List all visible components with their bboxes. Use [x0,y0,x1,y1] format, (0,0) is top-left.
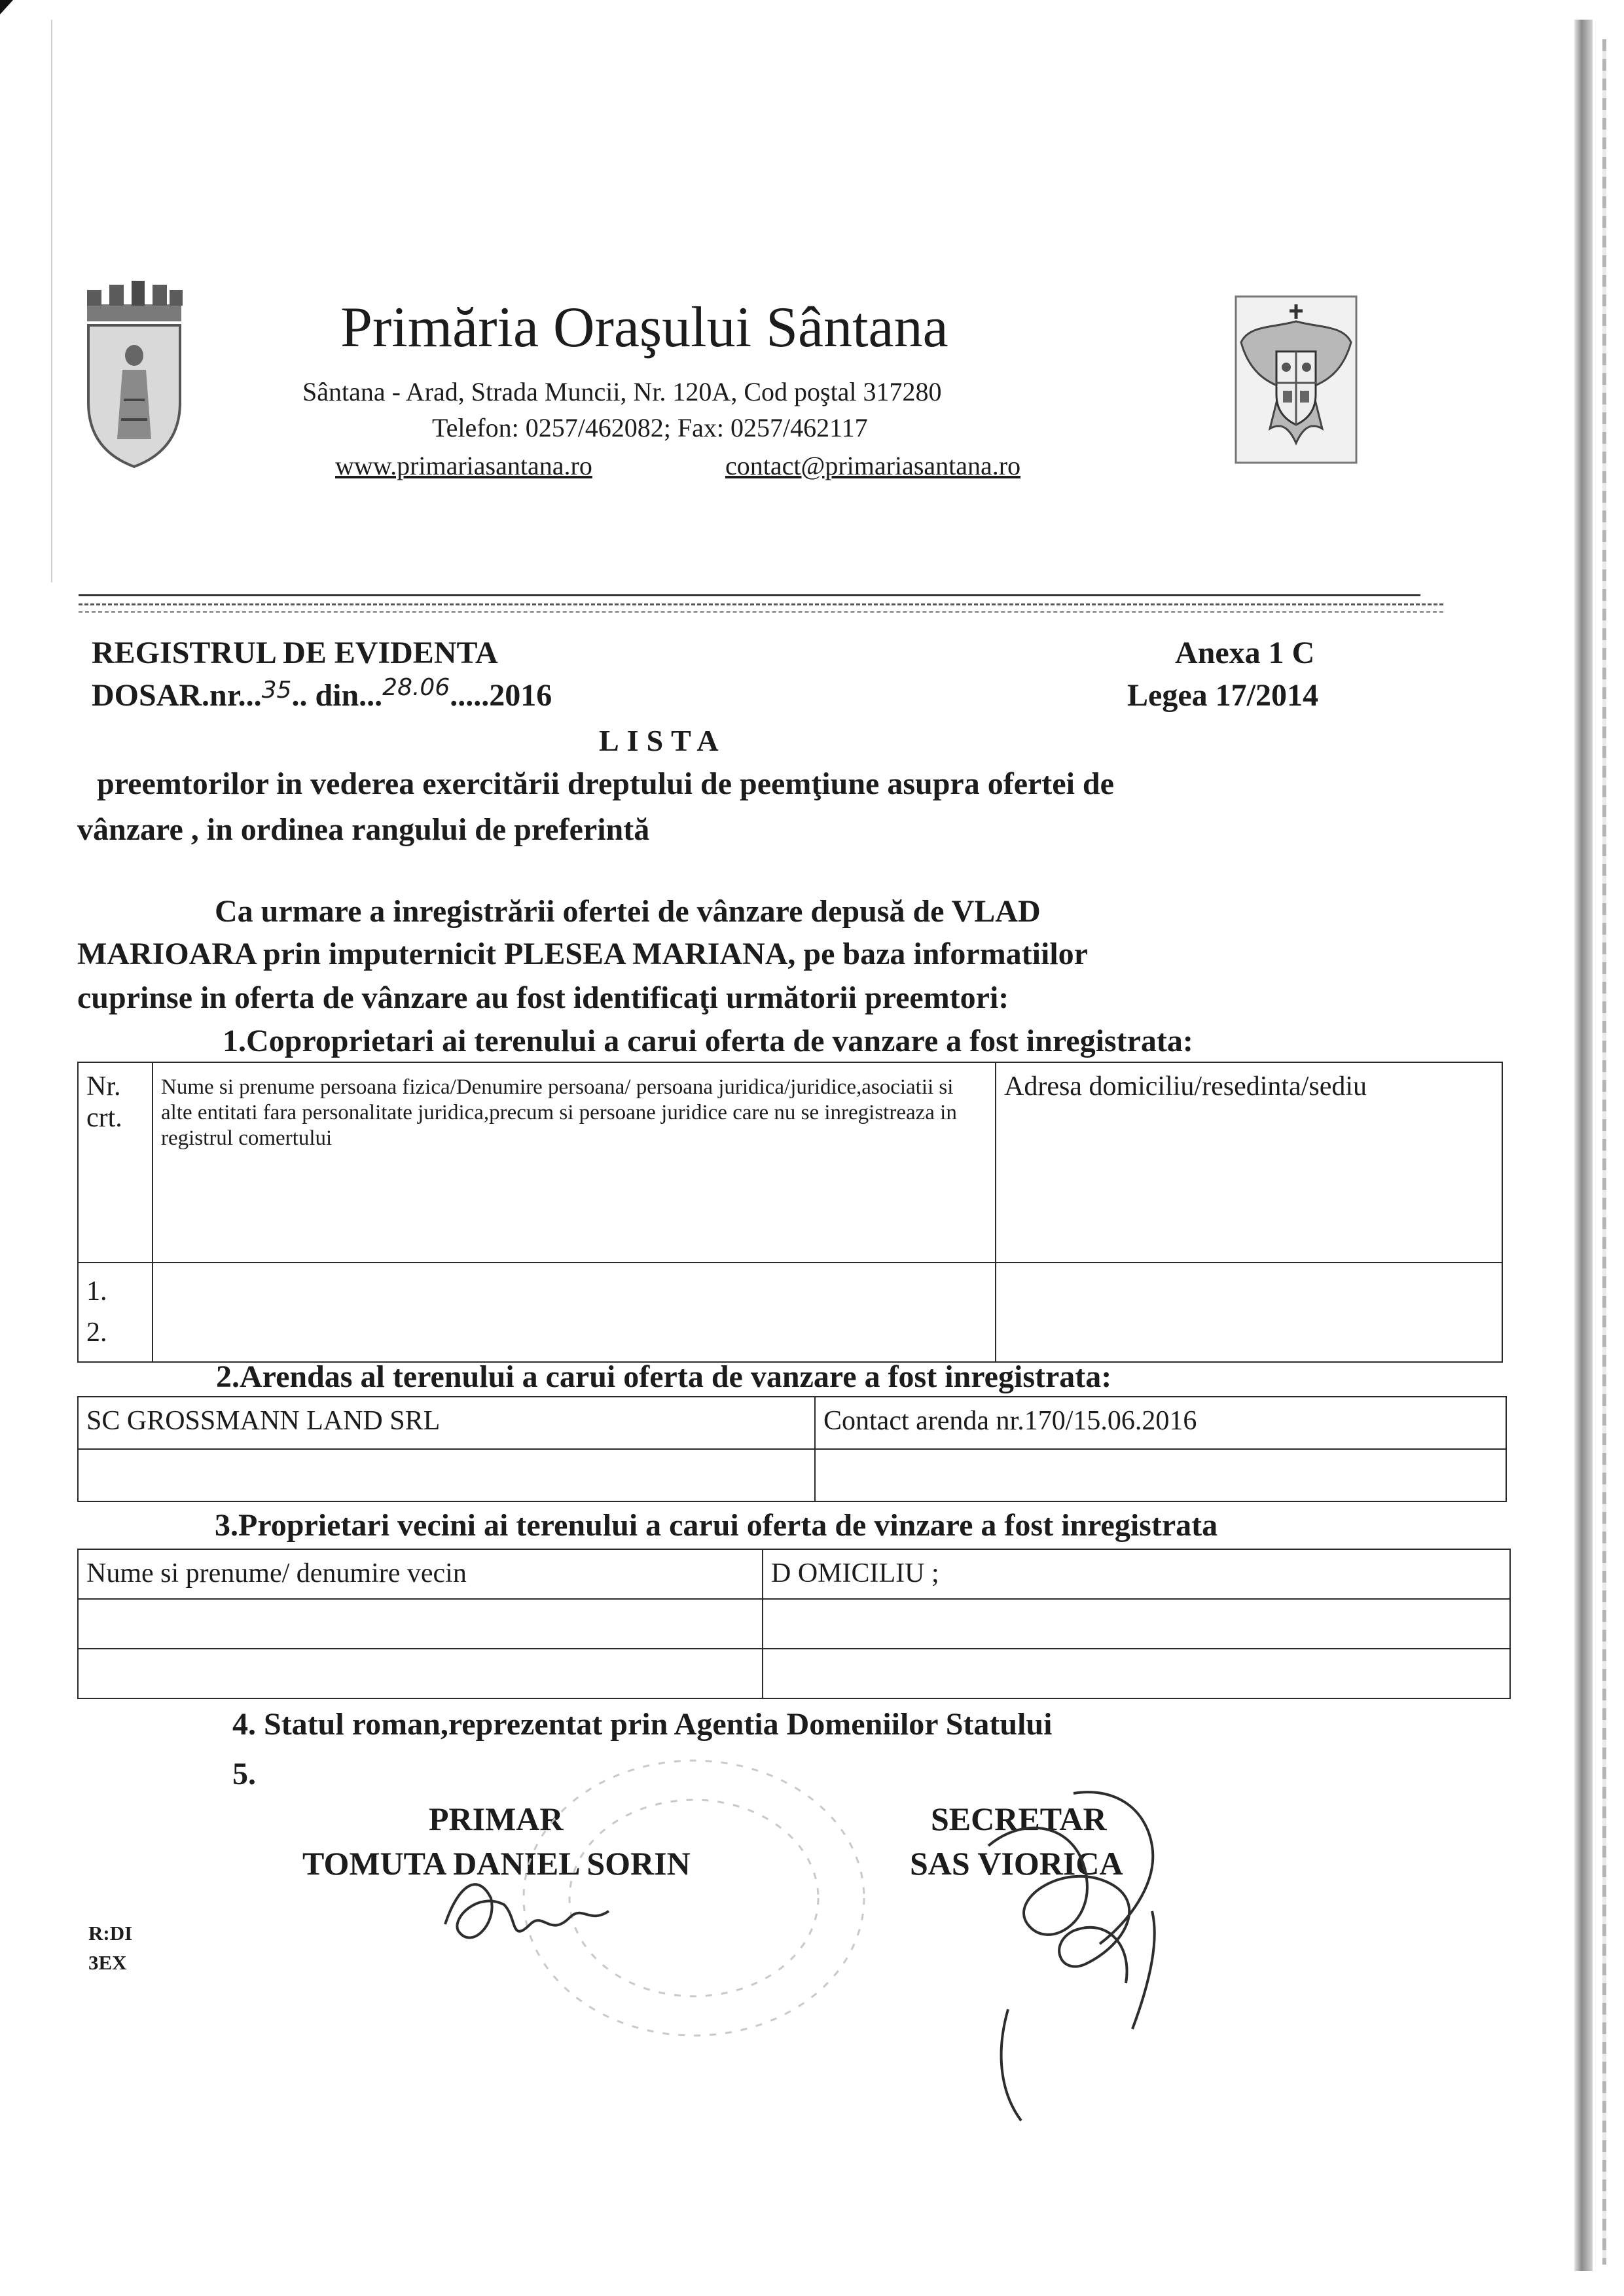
dosar-year: .2016 [481,678,552,713]
faded-stamp-icon [524,1761,864,2036]
section-3-title: 3.Proprietari vecini ai terenului a carui oferta de vinzare a fost inregistrata [215,1508,1218,1543]
secretary-title: SECRETAR [931,1801,1107,1837]
romania-coat-of-arms-icon [1231,291,1362,468]
table-row [78,1449,1506,1501]
law-label: Legea 17/2014 [1127,678,1318,713]
empty-cell [78,1649,763,1698]
santana-coat-of-arms-icon [69,278,200,475]
table-row [78,1599,1510,1649]
mayor-name: TOMUTA DANIEL SORIN [302,1845,691,1882]
table-row [78,1397,1506,1449]
dosar-prefix: DOSAR.nr. [92,678,246,713]
footer-code-1: R:DI [88,1922,133,1945]
neighbours-table [77,1549,1511,1699]
body-line-3: cuprinse in oferta de vânzare au fost identificaţi următorii preemtori: [77,980,1009,1015]
body-line-1: Ca urmare a inregistrării ofertei de vânzare depusă de VLAD [215,894,1041,929]
dosar-date: 28.06 [382,674,450,701]
document-title: LISTA [599,724,727,757]
column-neighbour-name: Nume si prenume/ denumire vecin [78,1549,763,1599]
item-4-state: 4. Statul roman,reprezentat prin Agentia Domeniilor Statului [232,1707,1053,1742]
website-link[interactable]: www.primariasantana.ro [335,451,592,480]
column-nr-header: Nr. crt. [78,1062,153,1263]
section-2-title: 2.Arendas al terenului a carui oferta de vanzare a fost inregistrata: [216,1359,1112,1394]
footer-codes [88,1919,132,1978]
row-number-2: 2. [86,1318,107,1348]
table-header-row [78,1549,1510,1599]
dots: .. [291,678,316,713]
scan-right-edge-line [1602,39,1606,2265]
intro-line-2: vânzare , in ordinea rangului de preferintă [77,812,650,847]
header-separator-solid [79,594,1420,596]
row-numbers [78,1263,153,1362]
dosar-number: 35 [261,677,292,704]
registry-title: REGISTRUL DE EVIDENTA [92,636,498,670]
din-label: din [315,678,359,713]
column-address-header: Adresa domiciliu/resedinta/sediu [996,1062,1502,1263]
mayor-signature-icon [445,1884,609,1937]
table-row [78,1263,1502,1362]
secretary-name: SAS VIORICA [910,1845,1123,1882]
coowners-table [77,1062,1503,1363]
tenant-table [77,1396,1507,1502]
dots: .... [450,678,482,713]
mayor-title: PRIMAR [429,1801,564,1837]
header-separator-dashed [79,603,1443,605]
footer-code-2: 3EX [88,1950,127,1974]
dots: ... [359,678,383,713]
empty-cell [78,1449,815,1501]
column-name-header: Nume si prenume persoana fizica/Denumire persoana/ persoana juridica/juridice,asociatii si alte entitati fara personalitate juridica,precum si persoane juridice care nu se inregistreaza in registrul comertului [153,1062,996,1263]
institution-phone-fax: Telefon: 0257/462082; Fax: 0257/462117 [432,413,868,442]
institution-title: Primăria Oraşului Sântana [340,296,948,359]
column-domicile: D OMICILIU ; [763,1549,1510,1599]
empty-cell [763,1649,1510,1698]
scan-right-edge [1574,20,1593,2271]
email-link[interactable]: contact@primariasantana.ro [725,451,1021,480]
institution-address: Sântana - Arad, Strada Muncii, Nr. 120A, Cod poştal 317280 [302,377,942,406]
intro-line-1: preemtorilor in vederea exercitării dreptului de peemţiune asupra ofertei de [97,766,1114,801]
empty-cell [763,1599,1510,1649]
table-header-row [78,1062,1502,1263]
row-number-1: 1. [86,1276,107,1306]
dots: .. [245,678,262,713]
stamp-and-signatures [419,1728,1401,2186]
scan-corner-mark [0,0,13,14]
body-line-2: MARIOARA prin imputernicit PLESEA MARIANA, pe baza informatiilor [77,937,1088,971]
scan-left-line [51,20,52,583]
tenant-name: SC GROSSMANN LAND SRL [78,1397,815,1449]
dosar-line [92,674,552,713]
empty-cell [815,1449,1506,1501]
row-name-cell [153,1263,996,1362]
tenant-contract: Contact arenda nr.170/15.06.2016 [815,1397,1506,1449]
annex-label: Anexa 1 C [1175,636,1315,670]
header-separator-dashed-2 [79,611,1443,613]
section-1-title: 1.Coproprietari ai terenului a carui oferta de vanzare a fost inregistrata: [223,1024,1193,1058]
empty-cell [78,1599,763,1649]
table-row [78,1649,1510,1698]
item-5: 5. [232,1757,256,1791]
row-address-cell [996,1263,1502,1362]
